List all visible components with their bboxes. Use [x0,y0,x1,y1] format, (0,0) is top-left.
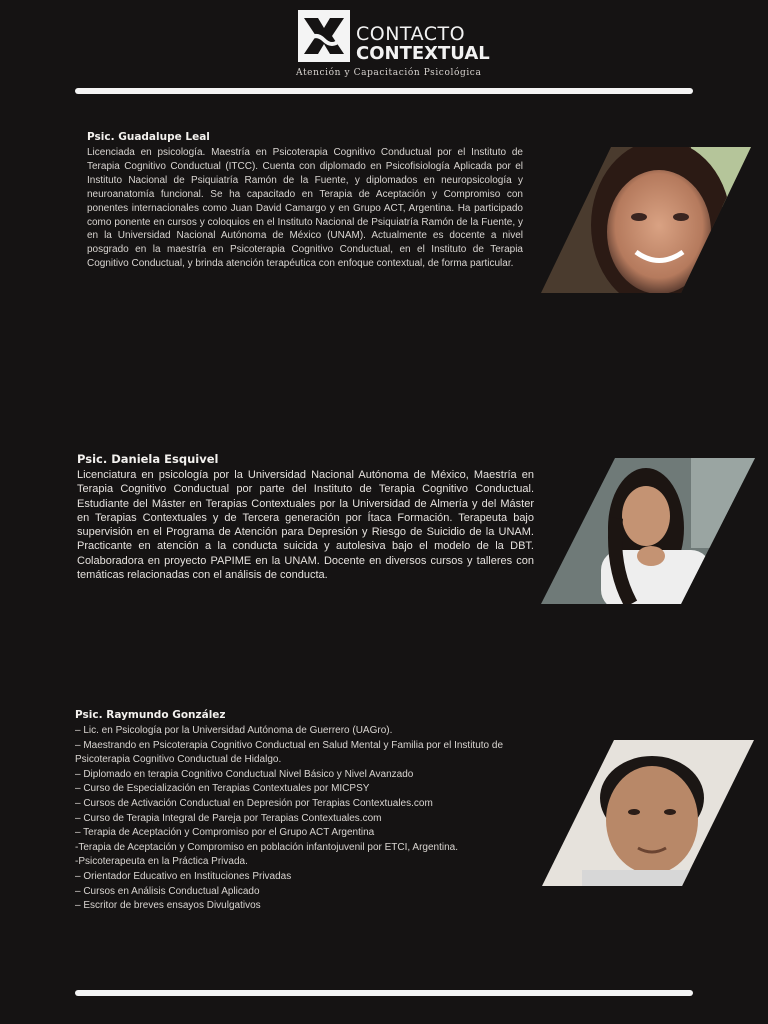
portrait-photo [542,740,754,886]
list-item: – Orientador Educativo en Instituciones Privadas [75,870,292,882]
profile-bio: Licenciada en psicología. Maestría en Psicoterapia Cognitivo Conductual por el Instituto de Terapia Cognitivo Conductual (ITCC). Cuenta con diplomado en Psicofisiología Aplicada por el Instituto Nacional de Psiquiatría Ramón de la Fuente, y diplomados en neuropsicología y neuroanatomía funcional. Se ha capacitado en Terapia de Aceptación y Compromiso con ponentes internacionales como Juan David Camargo y en Grupo ACT, Argentina. Ha participado como ponente en cursos y coloquios en el Instituto Nacional de Psiquiatría Ramón de la Fuente, y en la Universidad Nacional Autónoma de México (UNAM). Actualmente es docente a nivel posgrado en la maestría en Psicoterapia Cognitivo Conductual, en el Instituto de Terapia Cognitivo Conductual, y brinda atención terapéutica con enfoque contextual, de forma particular. [87,147,523,270]
portrait-photo [541,458,755,604]
portrait-photo-graphic [541,458,755,604]
contacto-contextual-logo-icon [298,10,350,62]
profile-name: Psic. Daniela Esquivel [77,452,219,466]
profile-name: Psic. Raymundo González [75,709,226,721]
list-item: – Lic. en Psicología por la Universidad Autónoma de Guerrero (UAGro). [75,725,393,736]
portrait-photo-graphic [541,147,751,293]
list-item: – Cursos en Análisis Conductual Aplicado [75,885,260,897]
profile-card [77,452,534,582]
list-item: -Psicoterapeuta en la Práctica Privada. [75,856,248,868]
list-item: – Escritor de breves ensayos Divulgativos [75,900,261,912]
profile-card [87,130,523,271]
brand-name-line2: CONTEXTUAL [356,43,490,64]
list-item: – Terapia de Aceptación y Compromiso por el Grupo ACT Argentina [75,827,375,839]
list-item: – Maestrando en Psicoterapia Cognitivo Conductual en Salud Mental y Familia por el Instituto de Psicoterapia Cognitivo Conductual de Hidalgo. [75,739,504,766]
brand-name-line1: CONTACTO [356,23,466,45]
brand-tagline: Atención y Capacitación Psicológica [296,68,482,78]
brand-logo [296,8,490,82]
list-item: -Terapia de Aceptación y Compromiso en población infantojuvenil por ETCI, Argentina. [75,841,458,853]
list-item: – Curso de Terapia Integral de Pareja por Terapias Contextuales.com [75,812,382,824]
list-item: – Cursos de Activación Conductual en Depresión por Terapias Contextuales.com [75,797,433,809]
bottom-divider [75,990,693,996]
profile-name: Psic. Guadalupe Leal [87,131,210,143]
list-item: – Curso de Especialización en Terapias Contextuales por MICPSY [75,783,370,795]
list-item: – Diplomado en terapia Cognitivo Conductual Nivel Básico y Nivel Avanzado [75,768,414,780]
portrait-photo-graphic [542,740,754,886]
credentials-list [75,724,515,914]
top-divider [75,88,693,94]
profile-bio: Licenciatura en psicología por la Universidad Nacional Autónoma de México, Maestría en Terapia Cognitivo Conductual por parte del Instituto de Terapia Cognitivo Conductual. Estudiante del Máster en Terapias Contextuales por la Universidad de Almería y del Máster en Terapias Contextuales y de Tercera generación por Ítaca Formación. Terapeuta bajo supervisión en el Programa de Atención para Depresión y Riesgo de Suicidio de la UNAM. Practicante en atención a la conducta suicida y autolesiva bajo el modelo de la DBT. Colaboradora en proyecto PAPIME en la UNAM. Docente en diversos cursos y talleres con temáticas relacionadas con el análisis de conducta. [77,469,534,582]
portrait-photo [541,147,751,293]
profile-card [75,708,515,914]
